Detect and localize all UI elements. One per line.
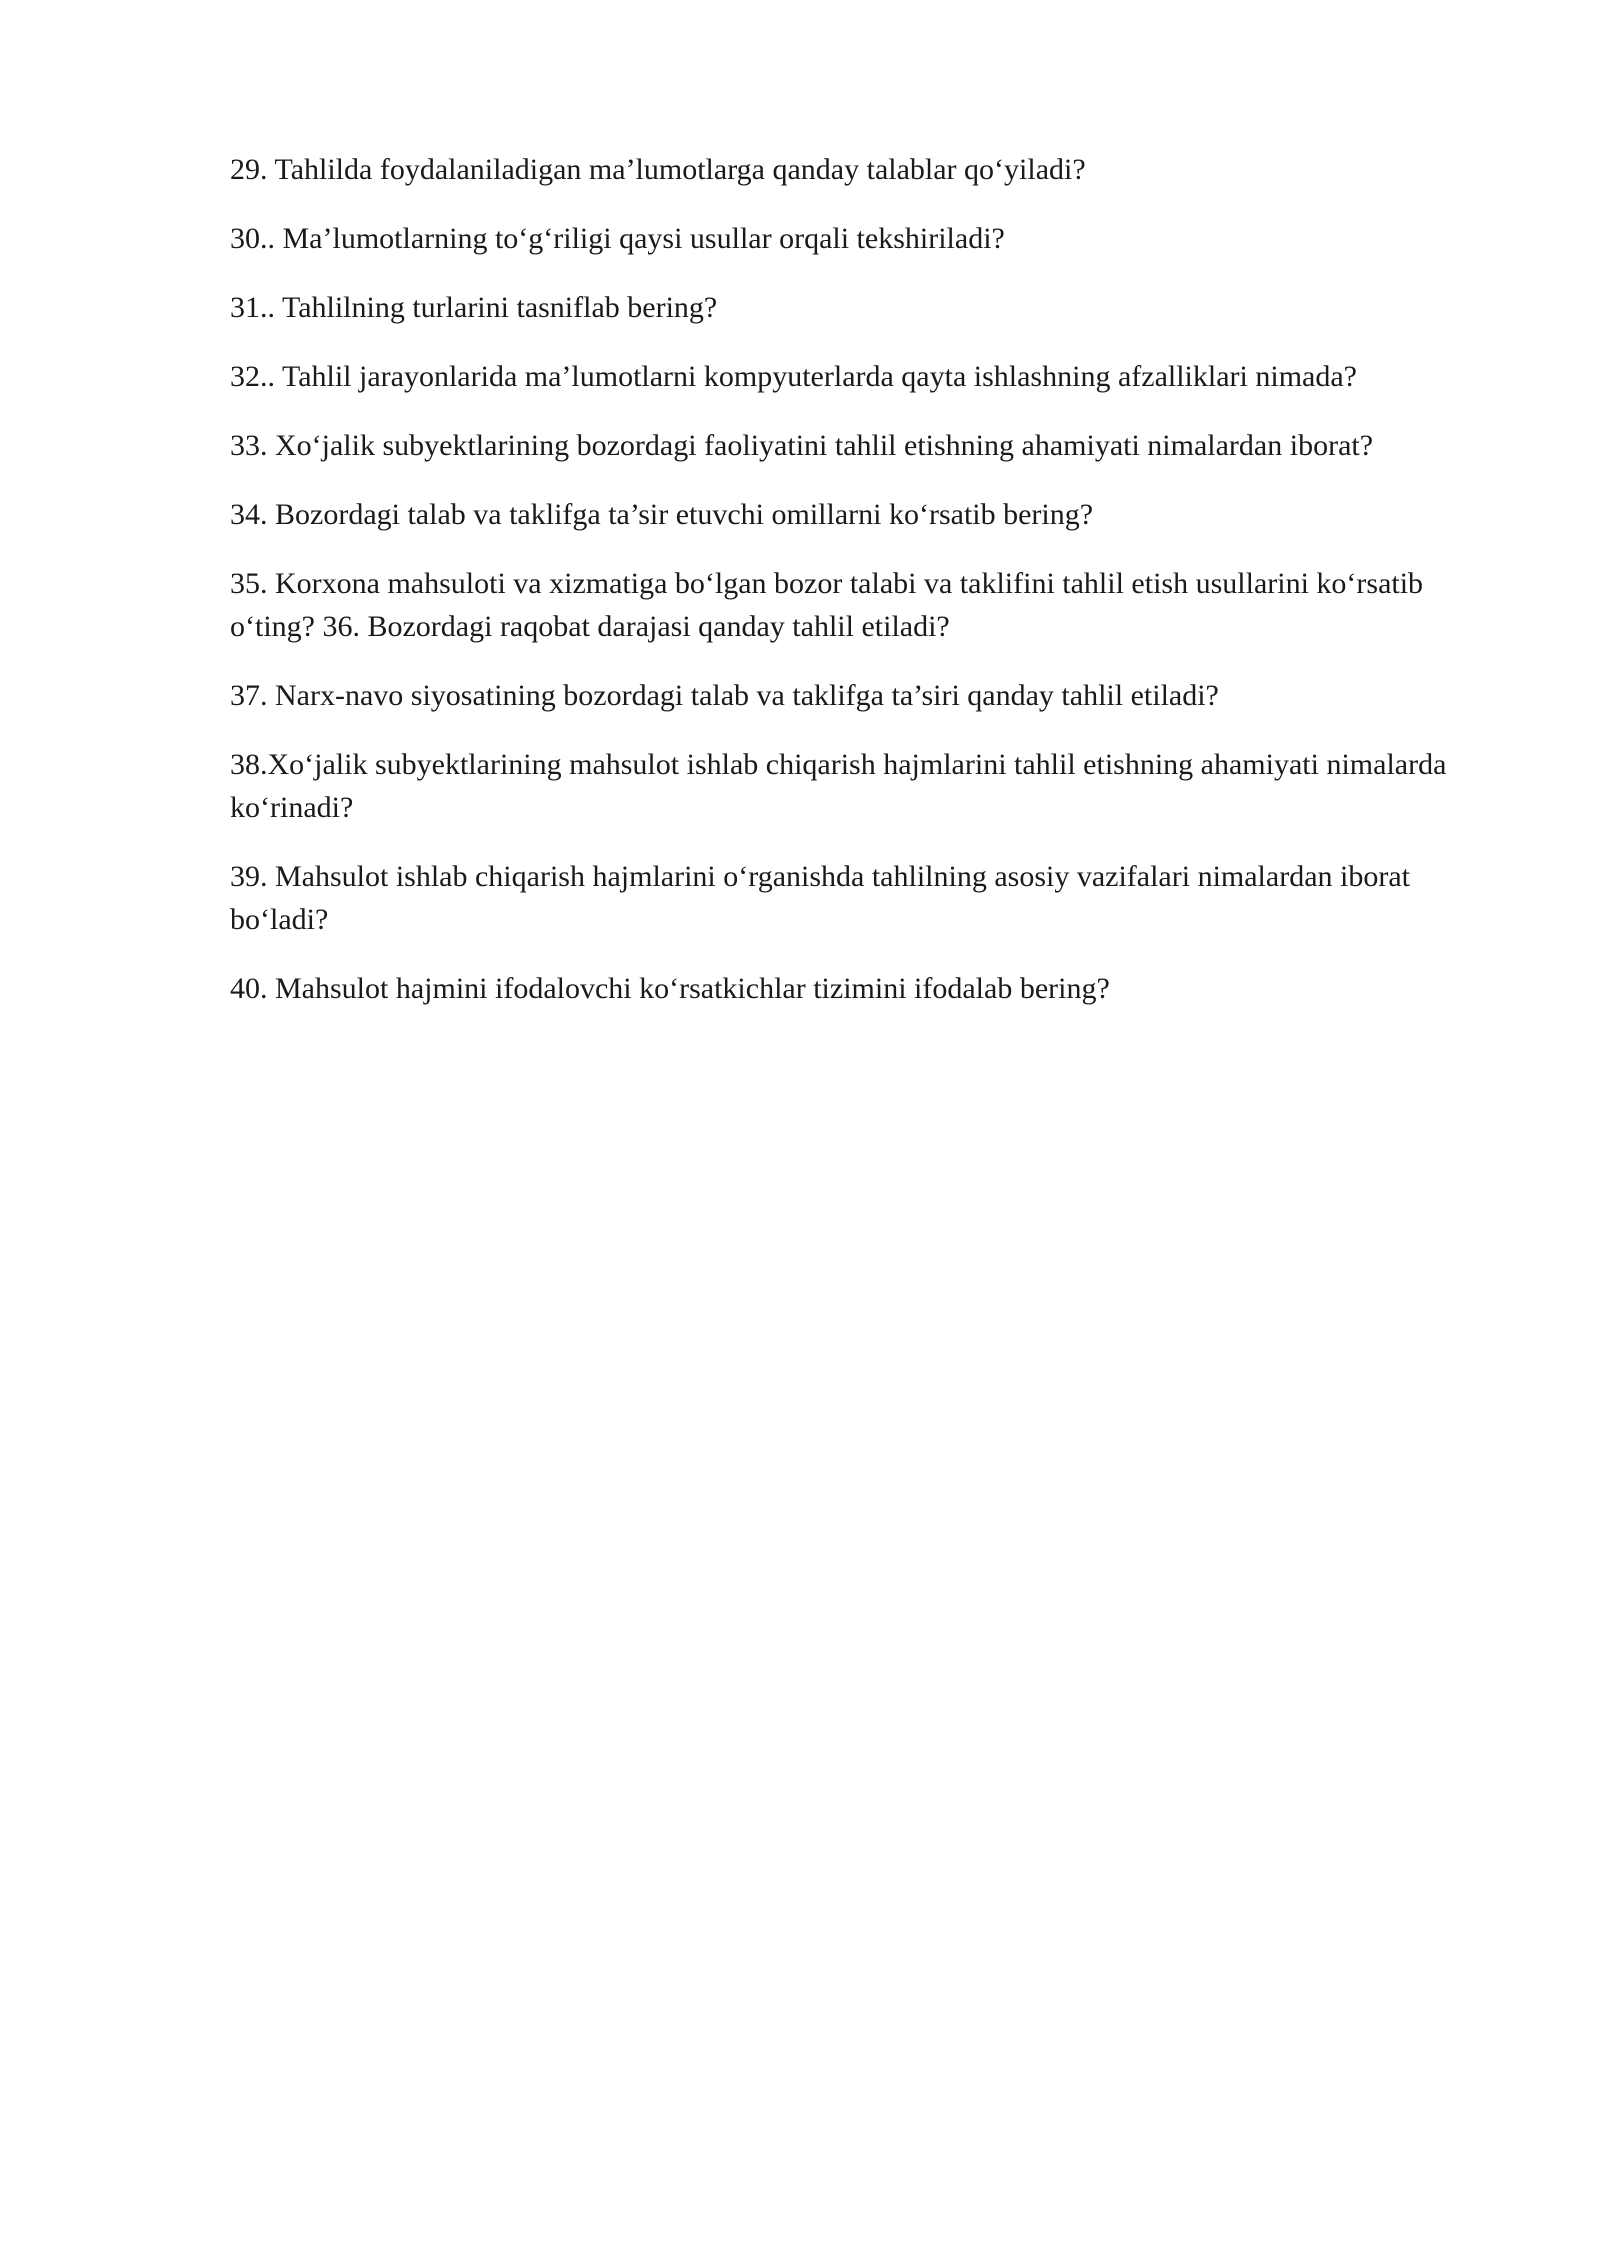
question-list	[230, 148, 1480, 1036]
question-40: 40. Mahsulot hajmini ifodalovchi ko‘rsatkichlar tizimini ifodalab bering?	[230, 972, 1110, 1005]
question-34: 34. Bozordagi talab va taklifga ta’sir etuvchi omillarni ko‘rsatib bering?	[230, 498, 1094, 531]
question-31: 31.. Tahlilning turlarini tasniflab bering?	[230, 291, 718, 324]
question-30: 30.. Ma’lumotlarning to‘g‘riligi qaysi usullar orqali tekshiriladi?	[230, 222, 1005, 255]
question-29: 29. Tahlilda foydalaniladigan ma’lumotlarga qanday talablar qo‘yiladi?	[230, 153, 1086, 186]
question-32: 32.. Tahlil jarayonlarida ma’lumotlarni kompyuterlarda qayta ishlashning afzalliklari nimada?	[230, 360, 1357, 393]
question-33: 33. Xo‘jalik subyektlarining bozordagi faoliyatini tahlil etishning ahamiyati nimalardan iborat?	[230, 429, 1374, 462]
question-39: 39. Mahsulot ishlab chiqarish hajmlarini o‘rganishda tahlilning asosiy vazifalari nimalardan iborat bo‘ladi?	[230, 860, 1410, 936]
question-37: 37. Narx-navo siyosatining bozordagi talab va taklifga ta’siri qanday tahlil etiladi?	[230, 679, 1219, 712]
question-35-36: 35. Korxona mahsuloti va xizmatiga bo‘lgan bozor talabi va taklifini tahlil etish usullarini ko‘rsatib o‘ting? 36. Bozordagi raqobat darajasi qanday tahlil etiladi?	[230, 567, 1424, 643]
question-38: 38.Xo‘jalik subyektlarining mahsulot ishlab chiqarish hajmlarini tahlil etishning ahamiyati nimalarda ko‘rinadi?	[230, 748, 1447, 824]
